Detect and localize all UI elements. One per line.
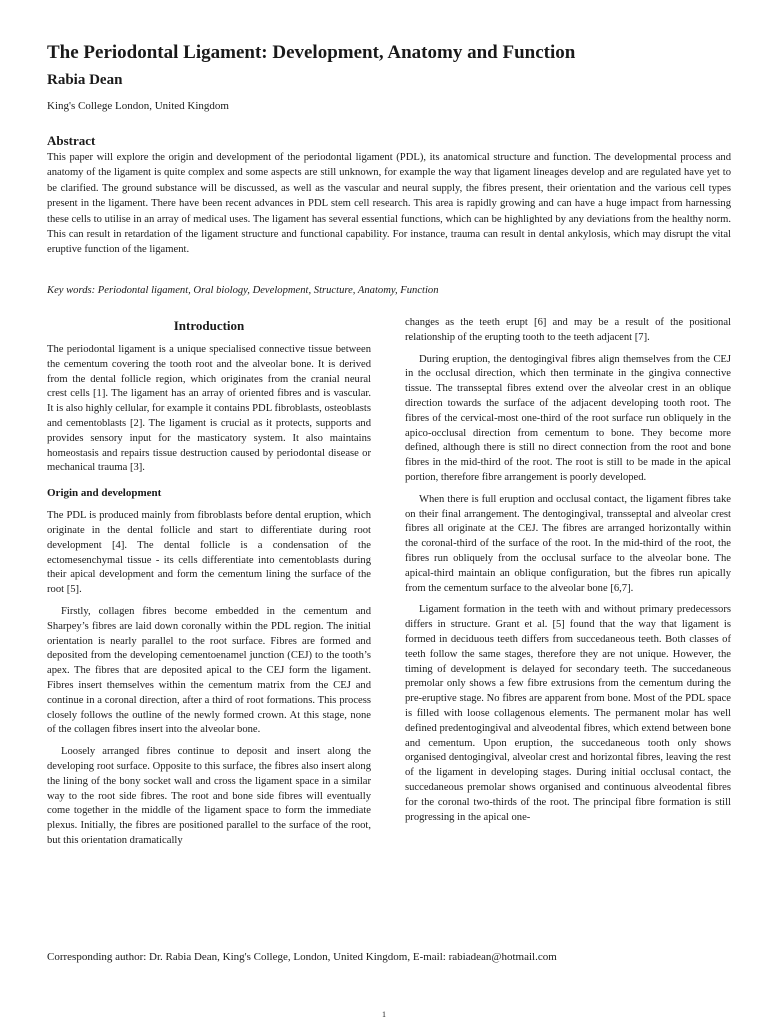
introduction-heading: Introduction <box>173 318 245 333</box>
corresponding-author-note: Corresponding author: Dr. Rabia Dean, King's College, London, United Kingdom, E-mail: rabiadean@hotmail.com <box>47 951 557 963</box>
right-paragraph-3: When there is full eruption and occlusal contact, the ligament fibres take on their final arrangement. The dentogingival, transseptal and alveolar crest fibres all originate at the CEJ. The fibres are arranged horizontally within the coronal-third of the surface of the root. In the mid-third of the root, the fibres run obliquely from the occlusal surface to the alveolar bone. The apical-third maintain an oblique configuration, but the fibres run apically from the cementum surface to the alveolar bone [6,7]. <box>405 493 731 594</box>
origin-heading: Origin and development <box>47 487 162 500</box>
introduction-paragraph: The periodontal ligament is a unique specialised connective tissue between the cementum covering the tooth root and the alveolar bone. It is derived from the dental follicle region, which originates from the cranial neural crest cells [1]. The ligament has an array of oriented fibres and is vascular. It is also highly cellular, for example it contains PDL fibroblasts, osteoblasts and cementoblasts [2]. The ligament is crucial as it protects, supports and provides sensory input for the masticatory system. It also maintains homeostasis and repairs tissue destruction caused by periodontal disease or mechanical trauma [3]. <box>47 344 371 474</box>
right-paragraph-1: changes as the teeth erupt [6] and may be a result of the positional relationship of the erupting tooth to the teeth adjacent [7]. <box>405 317 731 343</box>
origin-paragraph-1: The PDL is produced mainly from fibroblasts before dental eruption, which originate in the dental follicle and start to differentiate during root development [4]. The dental follicle is a condensation of the ectomesenchymal tissue - its cells differentiate into cementoblasts during their apical development and form the cementum lining the surface of the root [5]. <box>47 510 371 596</box>
right-paragraph-4: Ligament formation in the teeth with and without primary predecessors differs in structure. Grant et al. [5] found that the way that ligament is formed in deciduous teeth differs from succedaneous teeth. Both classes of teeth follow the same stages, therefore they are not unique. However, the timing of development is delayed for secondary teeth. The succedaneous premolar only shows a few fibre extrusions from the cementum during the pre-eruptive stage. No fibres are apparent from bone. Most of the PDL space is filled with loose collagenous elements. The permanent molar has well defined predentogingival and alveodental fibres, which extend between bone and cementum. Upon eruption, the succedaneous tooth only shows organised dentogingival, alveolar crest and horizontal fibres, leaving the rest of the ligament in developing stages. During initial occlusal contact, the succedaneous premolar shows organised and continuous alveodental fibres for the coronal two-thirds of the root. The principal fibre formation is still progressing in the apical one- <box>405 604 731 823</box>
right-column <box>405 316 731 832</box>
abstract-body: This paper will explore the origin and development of the periodontal ligament (PDL), its anatomical structure and function. The developmental process and anatomy of the ligament is quite complex and some aspects are still unknown, for example the way that ligament lineages develop and are regulated have yet to be clarified. The ground substance will be discussed, as well as the vascular and neural supply, the fibres present, their orientation and the various cell types present in the ligament. There have been recent advances in PDL stem cell research. This area is rapidly growing and can have a huge impact from harnessing these cells to utilise in an array of medical uses. The ligament has several essential functions, which can be highlighted by any deviations from the healthy norm. This can result in retardation of the ligament structure and functional capability. For instance, trauma can result in dental ankylosis, which may disrupt the vital eruptive function of the ligament. <box>47 152 731 256</box>
keywords: Key words: Periodontal ligament, Oral biology, Development, Structure, Anatomy, Function <box>47 285 439 296</box>
paper-title: The Periodontal Ligament: Development, Anatomy and Function <box>47 42 576 63</box>
author-name: Rabia Dean <box>47 72 123 88</box>
origin-paragraph-3: Loosely arranged fibres continue to deposit and insert along the developing root surface. Opposite to this surface, the fibres also insert along the lining of the bony socket wall and cross the ligament space in a similar way to the root side fibres. The root and bone side fibres will eventually come together in the middle of the ligament space to form the immediate plexus. Initially, the fibres are positioned parallel to the surface of the root, but this orientation dramatically <box>47 746 371 846</box>
abstract-heading: Abstract <box>47 133 96 148</box>
page-number: 1 <box>382 1010 386 1019</box>
author-affiliation: King's College London, United Kingdom <box>47 100 229 112</box>
origin-paragraph-2: Firstly, collagen fibres become embedded in the cementum and Sharpey’s fibres are laid down coronally within the PDL region. The initial orientation is nearly parallel to the root surface. Fibres are formed and deposited from the developing cementoenamel junction (CEJ) to the tooth’s apex. The fibres that are deposited apical to the CEJ form the ligament. Fibres insert themselves within the cementum matrix from the CEJ and continue in a coronal direction, after a third of root formations. This process closely follows the outline of the newly formed crown. At this stage, none of the collagen fibres insert into the alveolar bone. <box>47 605 371 736</box>
left-column <box>47 316 371 856</box>
right-paragraph-2: During eruption, the dentogingival fibres align themselves from the CEJ in the occlusal direction, which then terminate in the gingiva connective tissue. The transseptal fibres extend over the alveolar crest in an oblique direction towards the surface of the adjacent developing tooth root. The fibres of the cervical-most one-third of the root surface run obliquely in the apico-occlusal direction from cementum to bone. They become more defined, although there is still no direct connection from the root and bone fibres in the mid-third of the root. The root is still to be made in the apical portion, therefore fibre arrangement is poorly developed. <box>405 353 731 483</box>
